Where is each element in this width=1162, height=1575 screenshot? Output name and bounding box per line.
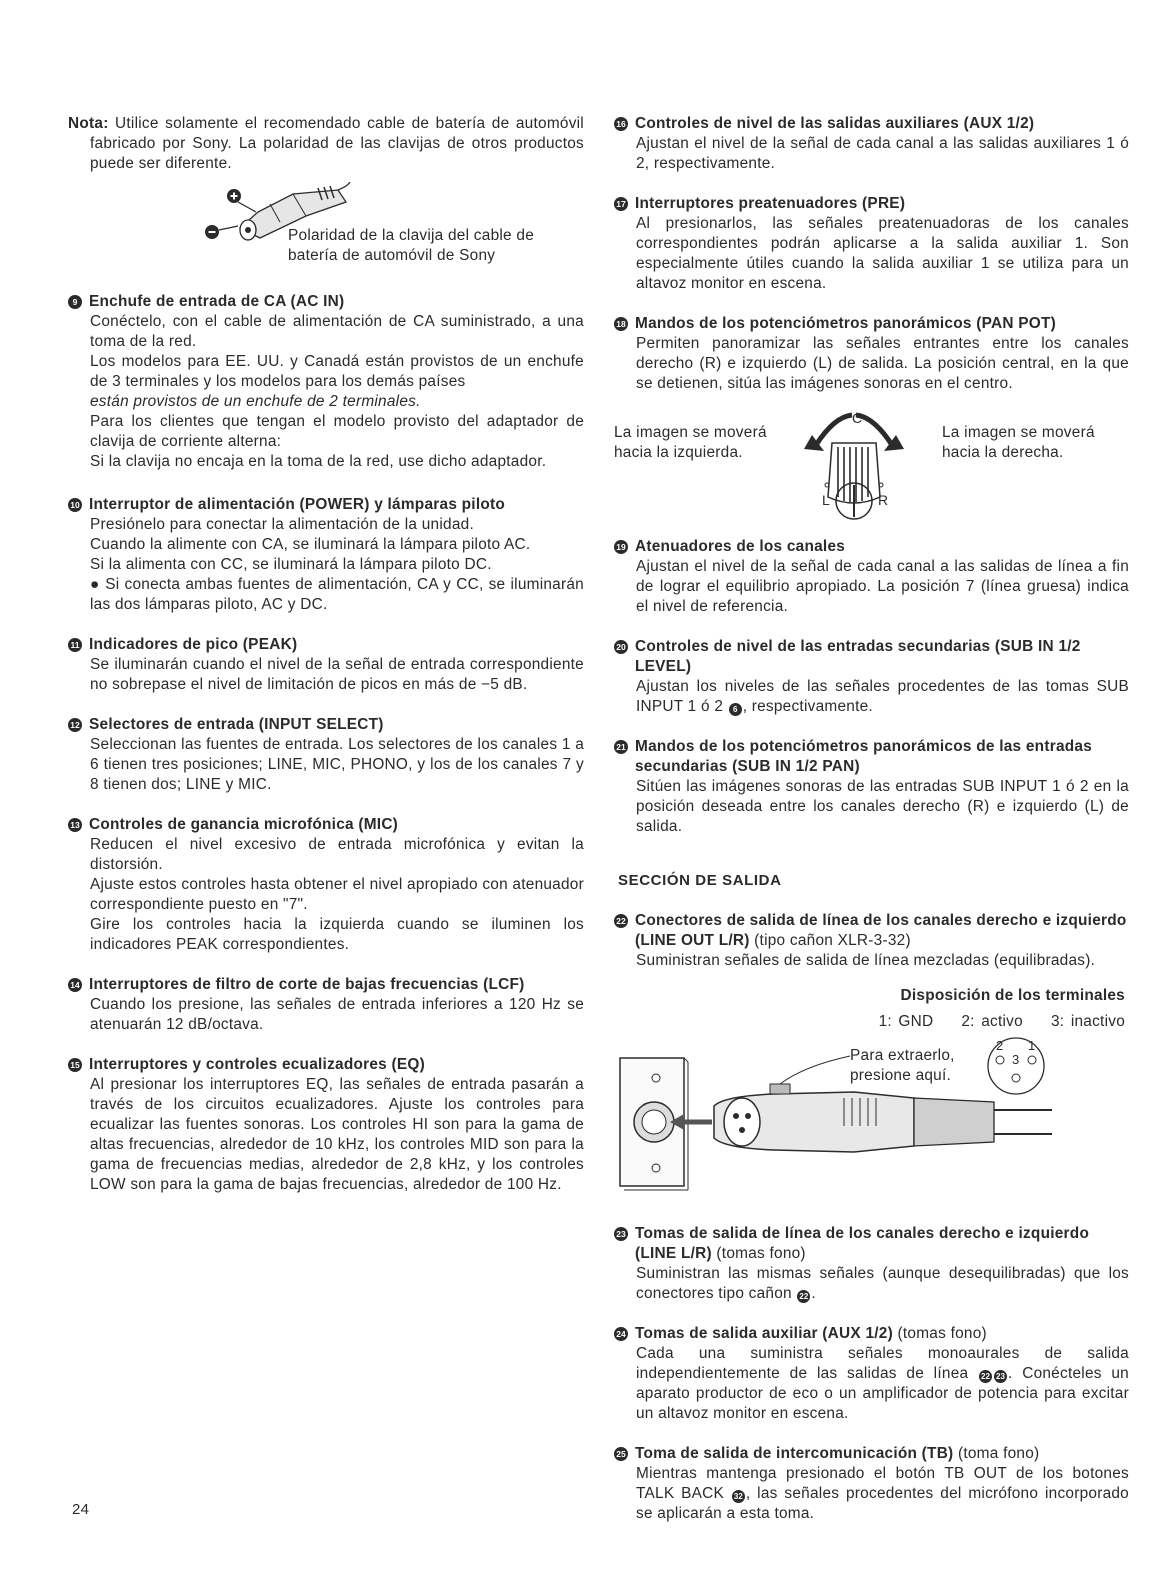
paragraph: Suministran señales de salida de línea mezcladas (equilibradas).: [636, 952, 1096, 969]
text: Ajustan los niveles de las señales procedentes de las tomas SUB INPUT 1 ó 2: [636, 678, 1129, 715]
title-text: Controles de ganancia microfónica (MIC): [89, 816, 399, 833]
item-number-badge: 12: [68, 718, 82, 732]
section-title: [614, 537, 1129, 557]
section-body: [68, 995, 584, 1035]
paragraph: Ajuste estos controles hasta obtener el nivel apropiado con atenuador correspondiente puesto en "7".: [90, 876, 584, 913]
paragraph: Permiten panoramizar las señales entrantes entre los canales derecho (R) e izquierdo (L) de salida. La posición central, en la que se detienen, sitúa las imágenes sonoras en el centro.: [636, 335, 1129, 392]
section-title: [614, 314, 1129, 334]
paragraph: Seleccionan las fuentes de entrada. Los selectores de los canales 1 a 6 tienen tres posiciones; LINE, MIC, PHONO, y los de los canales 7 y 8 tienen dos; LINE y MIC.: [90, 736, 584, 793]
terminal-legend: [851, 1012, 1125, 1032]
item-number-badge: 17: [614, 197, 628, 211]
section-title: [68, 1055, 584, 1075]
paragraph: Al presionarlos, las señales preatenuadoras de los canales correspondientes podrán aplicarse a la salida auxiliar 1. Son especialmente útiles cuando la salida auxiliar 1 se utiliza para un altavoz monitor en escena.: [636, 215, 1129, 292]
section-tb-out: [614, 1444, 1129, 1524]
section-title: [614, 737, 1129, 777]
left-column: [68, 114, 584, 1210]
paragraph: Cuando los presione, las señales de entrada inferiores a 120 Hz se atenuarán 12 dB/octava.: [90, 996, 584, 1033]
item-number-badge: 15: [68, 1058, 82, 1072]
reference-badge: 32: [732, 1490, 745, 1503]
section-body: [68, 835, 584, 955]
title-text: Indicadores de pico (PEAK): [89, 636, 298, 653]
title-wrap: [635, 1324, 987, 1344]
note-label: Nota:: [68, 115, 109, 132]
title-text: Interruptores y controles ecualizadores (EQ): [89, 1056, 425, 1073]
title-text: Interruptor de alimentación (POWER) y lámparas piloto: [89, 496, 506, 513]
title-text: Controles de nivel de las entradas secundarias (SUB IN 1/2 LEVEL): [635, 638, 1081, 675]
section-line-out-xlr: [614, 911, 1129, 971]
reference-badge: 22: [797, 1290, 810, 1303]
section-title: [68, 495, 584, 515]
pan-pot-figure: [614, 409, 1129, 523]
item-number-badge: 11: [68, 638, 82, 652]
text: . Conécteles un aparato productor de eco o un amplificador de potencia para excitar un altavoz monitor en escena.: [636, 1365, 1129, 1422]
section-body: [614, 777, 1129, 837]
item-number-badge: 22: [614, 914, 628, 928]
text: .: [811, 1285, 816, 1302]
title-suffix: (tipo cañon XLR-3-32): [749, 932, 911, 949]
caption-line: La imagen se moverá: [614, 424, 767, 441]
terminal-arrangement-figure: [614, 986, 1129, 1216]
caption-line: Para extraerlo,: [850, 1047, 955, 1064]
paragraph: Reducen el nivel excesivo de entrada microfónica y evitan la distorsión.: [90, 836, 584, 873]
caption-line: La imagen se moverá: [942, 424, 1095, 441]
item-number-badge: 13: [68, 818, 82, 832]
section-title: [614, 1224, 1129, 1264]
terminal-title: Disposición de los terminales: [900, 987, 1125, 1004]
title-text: Mandos de los potenciómetros panorámicos (PAN POT): [635, 315, 1056, 332]
title-text: Tomas de salida de línea de los canales derecho e izquierdo (LINE L/R): [635, 1225, 1090, 1262]
note: [68, 114, 584, 174]
section-body: [68, 735, 584, 795]
pin-3-label: 3: [1012, 1052, 1020, 1067]
terminal-3-label: 3: inactivo: [1050, 1013, 1125, 1030]
section-title: [68, 715, 584, 735]
text: Cada una suministra señales monoaurales de salida independientemente de las salidas de línea: [636, 1345, 1129, 1382]
pan-left-caption: [614, 423, 794, 463]
terminal-2-label: 2: activo: [961, 1013, 1023, 1030]
terminal-1-label: 1: GND: [878, 1013, 934, 1030]
title-suffix: (toma fono): [953, 1445, 1040, 1462]
plug-caption-line-1: Polaridad de la clavija del cable de: [288, 227, 534, 244]
section-aux-out: [614, 1324, 1129, 1424]
text: Mientras mantenga presionado el botón TB OUT de los botones TALK BACK: [636, 1465, 1129, 1502]
pin-1-label: 1: [1028, 1038, 1036, 1053]
item-number-badge: 18: [614, 317, 628, 331]
section-title: [614, 194, 1129, 214]
paragraph: Se iluminarán cuando el nivel de la señal de entrada correspondiente no sobrepase el nivel de limitación de picos en más de −5 dB.: [90, 656, 584, 693]
paragraph: Los modelos para EE. UU. y Canadá están provistos de un enchufe de 3 terminales y los modelos para los demás países: [90, 353, 584, 390]
page-number: 24: [72, 1501, 90, 1518]
pin-2-label: 2: [996, 1038, 1004, 1053]
reference-badge: 23: [994, 1370, 1007, 1383]
section-peak: [68, 635, 584, 695]
pan-right-caption: [942, 423, 1132, 463]
section-body: [614, 214, 1129, 294]
section-body: [614, 134, 1129, 174]
title-text: Controles de nivel de las salidas auxiliares (AUX 1/2): [635, 115, 1035, 132]
section-body: [68, 312, 584, 472]
section-title: [614, 114, 1129, 134]
section-title: [614, 1324, 1129, 1344]
section-title: [68, 975, 584, 995]
text: Suministran las mismas señales (aunque desequilibradas) que los conectores tipo cañon: [636, 1265, 1129, 1302]
title-text: Tomas de salida auxiliar (AUX 1/2): [635, 1325, 893, 1342]
title-suffix: (tomas fono): [892, 1325, 987, 1342]
paragraph: están provistos de un enchufe de 2 terminales.: [90, 393, 421, 410]
item-number-badge: 20: [614, 640, 628, 654]
section-title: [68, 635, 584, 655]
paragraph: [636, 1464, 1129, 1524]
paragraph: [636, 1264, 1129, 1304]
item-number-badge: 9: [68, 295, 82, 309]
section-mic-gain: [68, 815, 584, 955]
item-number-badge: 23: [614, 1227, 628, 1241]
section-power: [68, 495, 584, 615]
paragraph: Ajustan el nivel de la señal de cada canal a las salidas auxiliares 1 ó 2, respectivamente.: [636, 135, 1129, 172]
section-body: [614, 1264, 1129, 1304]
caption-line: hacia la derecha.: [942, 444, 1064, 461]
section-line-out-phone: [614, 1224, 1129, 1304]
release-caption: [850, 1046, 955, 1086]
note-text: Utilice solamente el recomendado cable de batería de automóvil fabricado por Sony. La polaridad de las clavijas de otros productos puede ser diferente.: [90, 115, 584, 172]
pan-label-l: L: [822, 492, 831, 508]
text: , respectivamente.: [742, 698, 873, 715]
paragraph: Cuando la alimente con CA, se iluminará la lámpara piloto AC.: [90, 536, 531, 553]
title-wrap: [635, 911, 1129, 951]
paragraph: Al presionar los interruptores EQ, las señales de entrada pasarán a través de los circuitos ecualizadores. Ajuste los controles para ecualizar las fuentes sonoras. Los controles HI son para la gama de altas frecuencias, alrededor de 10 kHz, los controles MID son para la gama de frecuencias medias, alrededor de 2,8 kHz, y los controles LOW son para la gama de bajas frecuencias, alrededor de 100 Hz.: [90, 1076, 584, 1193]
section-pan-pot: [614, 314, 1129, 394]
pan-label-r: R: [878, 492, 889, 508]
section-body: [68, 655, 584, 695]
title-wrap: [635, 1224, 1129, 1264]
text: , las señales procedentes del micrófono incorporado se aplicarán a esta toma.: [636, 1485, 1129, 1522]
section-title: [614, 911, 1129, 951]
reference-badge: 22: [979, 1370, 992, 1383]
caption-line: presione aquí.: [850, 1067, 952, 1084]
section-body: [614, 557, 1129, 617]
title-text: Mandos de los potenciómetros panorámicos de las entradas secundarias (SUB IN 1/2 PAN): [635, 738, 1093, 775]
paragraph: [636, 677, 1129, 717]
paragraph: Si la clavija no encaja en la toma de la red, use dicho adaptador.: [90, 453, 547, 470]
pan-knob-illustration: [794, 405, 914, 523]
section-ac-in: [68, 292, 584, 472]
battery-plug-figure: [68, 182, 584, 268]
paragraph: Gire los controles hacia la izquierda cuando se iluminen los indicadores PEAK correspondientes.: [90, 916, 584, 953]
item-number-badge: 24: [614, 1327, 628, 1341]
plug-caption-line-2: batería de automóvil de Sony: [288, 247, 496, 264]
section-sub-in-pan: [614, 737, 1129, 837]
paragraph: Para los clientes que tengan el modelo provisto del adaptador de clavija de corriente alterna:: [90, 413, 584, 450]
section-body: [68, 1075, 584, 1195]
paragraph: Si la alimenta con CC, se iluminará la lámpara piloto DC.: [90, 556, 492, 573]
section-eq: [68, 1055, 584, 1195]
section-lcf: [68, 975, 584, 1035]
section-aux-level: [614, 114, 1129, 174]
title-wrap: [635, 1444, 1039, 1464]
section-title: [614, 637, 1129, 677]
title-text: Atenuadores de los canales: [635, 538, 846, 555]
section-body: [68, 515, 584, 615]
title-text: Toma de salida de intercomunicación (TB): [635, 1445, 954, 1462]
pan-label-c: C: [852, 410, 863, 426]
reference-badge: 6: [729, 703, 742, 716]
item-number-badge: 10: [68, 498, 82, 512]
section-title: [68, 815, 584, 835]
right-column: [614, 114, 1129, 1539]
paragraph: Ajustan el nivel de la señal de cada canal a las salidas de línea a fin de lograr el equilibrio apropiado. La posición 7 (línea gruesa) indica el nivel de referencia.: [636, 558, 1129, 615]
paragraph: [636, 1344, 1129, 1424]
section-body: [614, 334, 1129, 394]
output-section-heading: SECCIÓN DE SALIDA: [618, 872, 782, 889]
section-body: [614, 677, 1129, 717]
item-number-badge: 14: [68, 978, 82, 992]
paragraph: Presiónelo para conectar la alimentación de la unidad.: [90, 516, 474, 533]
paragraph: Sitúen las imágenes sonoras de las entradas SUB INPUT 1 ó 2 en la posición deseada entre los canales derecho (R) e izquierdo (L) de salida.: [636, 778, 1129, 835]
section-faders: [614, 537, 1129, 617]
title-text: Interruptores de filtro de corte de bajas frecuencias (LCF): [89, 976, 525, 993]
section-body: [614, 951, 1129, 971]
paragraph: Conéctelo, con el cable de alimentación de CA suministrado, a una toma de la red.: [90, 313, 584, 350]
section-pre: [614, 194, 1129, 294]
item-number-badge: 16: [614, 117, 628, 131]
title-text: Interruptores preatenuadores (PRE): [635, 195, 906, 212]
section-title: [68, 292, 584, 312]
item-number-badge: 19: [614, 540, 628, 554]
plug-caption: [288, 226, 534, 266]
title-text: Selectores de entrada (INPUT SELECT): [89, 716, 384, 733]
item-number-badge: 21: [614, 740, 628, 754]
title-text: Conectores de salida de línea de los canales derecho e izquierdo (LINE OUT L/R): [635, 912, 1127, 949]
title-suffix: (tomas fono): [711, 1245, 806, 1262]
section-body: [614, 1344, 1129, 1424]
section-input-select: [68, 715, 584, 795]
paragraph: ● Si conecta ambas fuentes de alimentación, CA y CC, se iluminarán las dos lámparas piloto, AC y DC.: [90, 576, 584, 613]
item-number-badge: 25: [614, 1447, 628, 1461]
section-title: [614, 1444, 1129, 1464]
title-text: Enchufe de entrada de CA (AC IN): [89, 293, 345, 310]
caption-line: hacia la izquierda.: [614, 444, 743, 461]
section-sub-in-level: [614, 637, 1129, 717]
section-body: [614, 1464, 1129, 1524]
